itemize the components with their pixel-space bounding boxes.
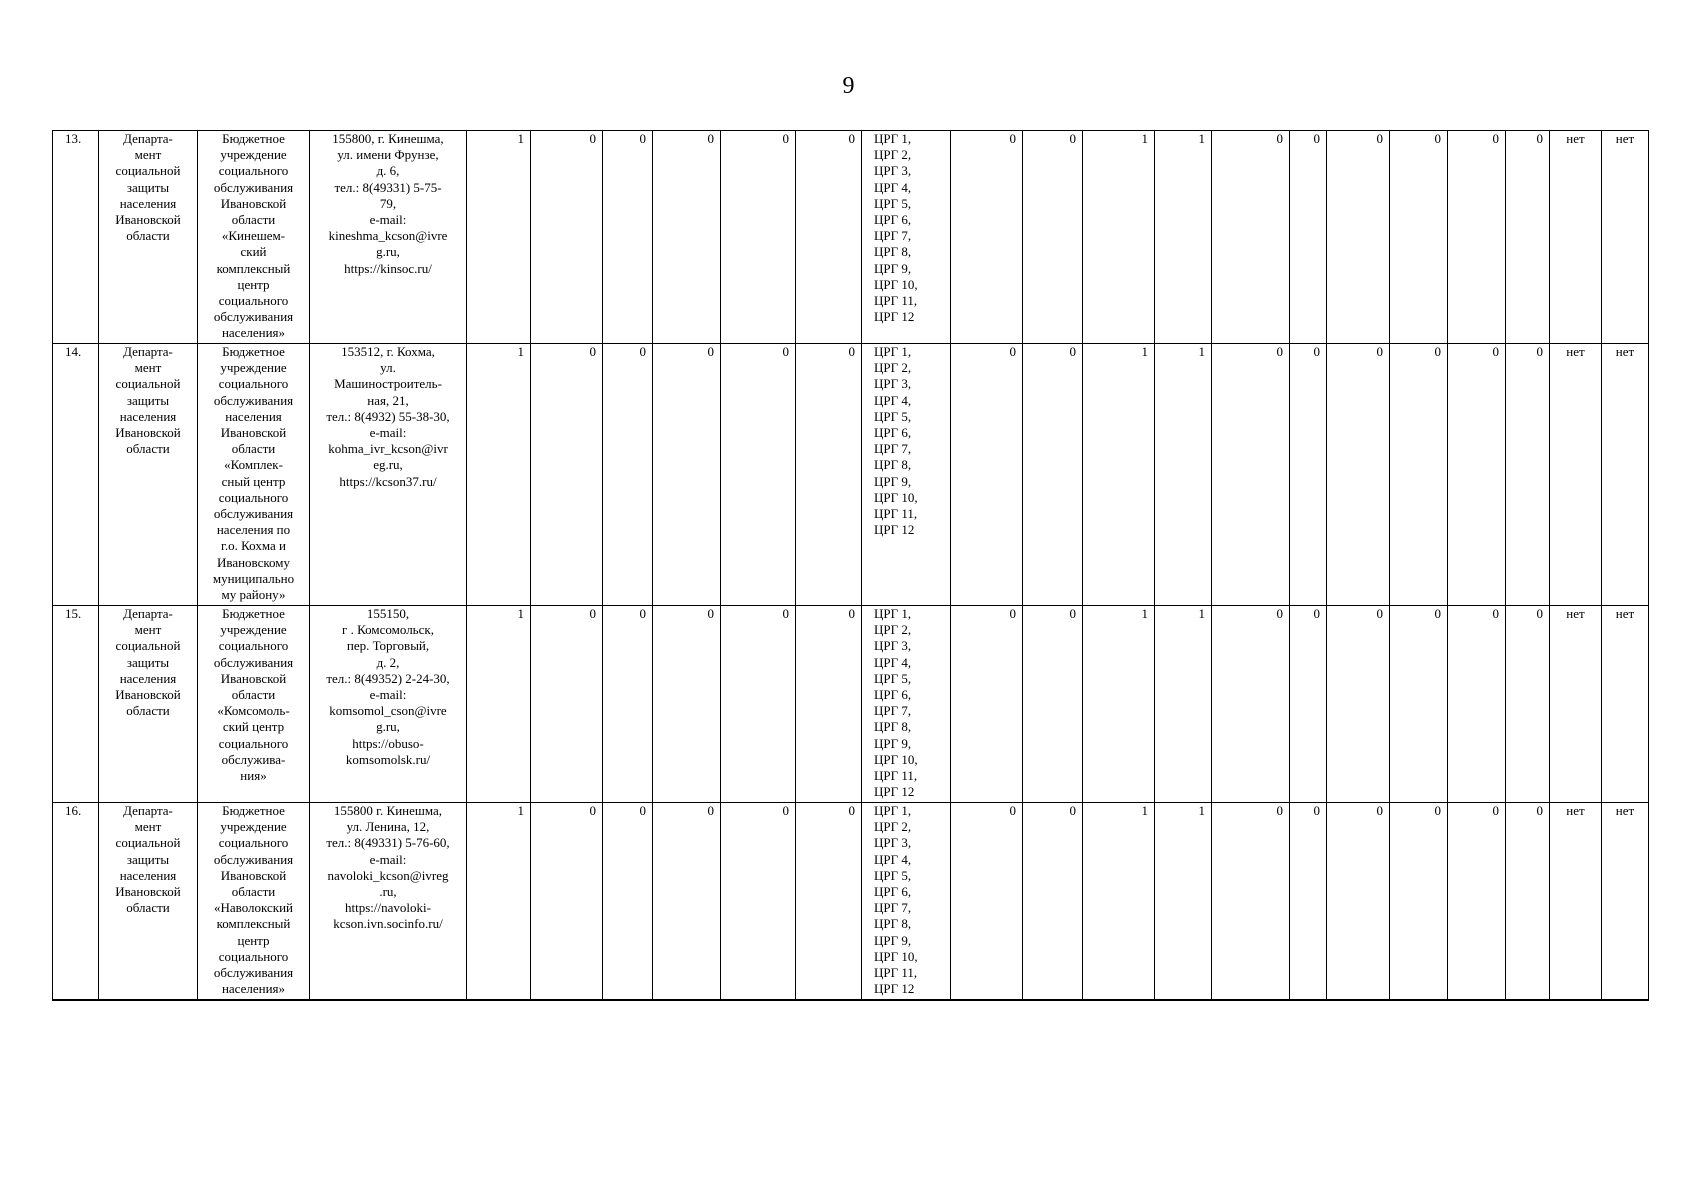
- value-cell: 0: [1448, 131, 1506, 344]
- value-cell: 0: [796, 606, 862, 803]
- value-cell: 0: [1327, 344, 1390, 606]
- value-cell: 1: [1083, 131, 1155, 344]
- value-cell: 0: [653, 803, 721, 1001]
- value-cell: 0: [1506, 131, 1550, 344]
- value-cell: 0: [1390, 803, 1448, 1001]
- value-cell: 0: [1390, 606, 1448, 803]
- value-cell: 0: [603, 344, 653, 606]
- value-cell: 0: [1212, 131, 1290, 344]
- value-cell: 0: [796, 344, 862, 606]
- value-cell: 0: [1448, 606, 1506, 803]
- value-cell: 1: [1155, 344, 1212, 606]
- value-cell: 0: [1327, 606, 1390, 803]
- table-row: [53, 131, 1649, 344]
- row-index: 16.: [53, 803, 99, 1001]
- value-cell: 1: [1155, 131, 1212, 344]
- department-cell: Департа- мент социальной защиты населения Ивановской области: [99, 344, 198, 606]
- value-cell: 0: [1023, 131, 1083, 344]
- institution-cell: Бюджетное учреждение социального обслуживания Ивановской области «Кинешем- ский комплексный центр социального обслуживания населения»: [198, 131, 310, 344]
- value-cell: 1: [467, 344, 531, 606]
- table-row: [53, 344, 1649, 606]
- value-cell: 0: [1290, 803, 1327, 1001]
- value-cell: 0: [721, 803, 796, 1001]
- crg-cell: ЦРГ 1, ЦРГ 2, ЦРГ 3, ЦРГ 4, ЦРГ 5, ЦРГ 6, ЦРГ 7, ЦРГ 8, ЦРГ 9, ЦРГ 10, ЦРГ 11, ЦРГ 12: [862, 131, 951, 344]
- value-cell: 0: [531, 606, 603, 803]
- flag-cell: нет: [1550, 131, 1602, 344]
- flag-cell: нет: [1602, 606, 1649, 803]
- value-cell: 0: [1448, 344, 1506, 606]
- value-cell: 0: [721, 131, 796, 344]
- table-row: [53, 803, 1649, 1001]
- value-cell: 0: [603, 803, 653, 1001]
- department-cell: Департа- мент социальной защиты населения Ивановской области: [99, 131, 198, 344]
- value-cell: 1: [1155, 606, 1212, 803]
- department-cell: Департа- мент социальной защиты населения Ивановской области: [99, 606, 198, 803]
- value-cell: 0: [951, 131, 1023, 344]
- value-cell: 0: [1506, 344, 1550, 606]
- institution-cell: Бюджетное учреждение социального обслуживания Ивановской области «Наволокский комплексный центр социального обслуживания населения»: [198, 803, 310, 1001]
- address-cell: 155800 г. Кинешма, ул. Ленина, 12, тел.: 8(49331) 5-76-60, e-mail: navoloki_kcson@ivreg .ru, https://navoloki- kcson.ivn.socinfo.ru/: [310, 803, 467, 1001]
- value-cell: 0: [1506, 606, 1550, 803]
- flag-cell: нет: [1602, 344, 1649, 606]
- value-cell: 0: [1506, 803, 1550, 1001]
- value-cell: 0: [531, 131, 603, 344]
- value-cell: 0: [1212, 803, 1290, 1001]
- crg-cell: ЦРГ 1, ЦРГ 2, ЦРГ 3, ЦРГ 4, ЦРГ 5, ЦРГ 6, ЦРГ 7, ЦРГ 8, ЦРГ 9, ЦРГ 10, ЦРГ 11, ЦРГ 12: [862, 344, 951, 606]
- value-cell: 0: [1390, 344, 1448, 606]
- value-cell: 0: [951, 803, 1023, 1001]
- crg-cell: ЦРГ 1, ЦРГ 2, ЦРГ 3, ЦРГ 4, ЦРГ 5, ЦРГ 6, ЦРГ 7, ЦРГ 8, ЦРГ 9, ЦРГ 10, ЦРГ 11, ЦРГ 12: [862, 606, 951, 803]
- value-cell: 0: [1290, 344, 1327, 606]
- crg-cell: ЦРГ 1, ЦРГ 2, ЦРГ 3, ЦРГ 4, ЦРГ 5, ЦРГ 6, ЦРГ 7, ЦРГ 8, ЦРГ 9, ЦРГ 10, ЦРГ 11, ЦРГ 12: [862, 803, 951, 1001]
- value-cell: 0: [721, 344, 796, 606]
- value-cell: 1: [1083, 344, 1155, 606]
- value-cell: 0: [1212, 606, 1290, 803]
- value-cell: 0: [1212, 344, 1290, 606]
- value-cell: 1: [467, 803, 531, 1001]
- flag-cell: нет: [1602, 131, 1649, 344]
- value-cell: 0: [1327, 131, 1390, 344]
- value-cell: 0: [603, 606, 653, 803]
- value-cell: 0: [1390, 131, 1448, 344]
- institution-cell: Бюджетное учреждение социального обслуживания населения Ивановской области «Комплек- сный центр социального обслуживания населения по г.о. Кохма и Ивановскому муниципально му району»: [198, 344, 310, 606]
- value-cell: 0: [653, 606, 721, 803]
- flag-cell: нет: [1550, 606, 1602, 803]
- value-cell: 0: [653, 131, 721, 344]
- value-cell: 0: [531, 344, 603, 606]
- value-cell: 0: [1448, 803, 1506, 1001]
- flag-cell: нет: [1602, 803, 1649, 1001]
- value-cell: 0: [951, 344, 1023, 606]
- row-index: 14.: [53, 344, 99, 606]
- value-cell: 0: [653, 344, 721, 606]
- table-row: [53, 606, 1649, 803]
- value-cell: 0: [1290, 131, 1327, 344]
- value-cell: 0: [603, 131, 653, 344]
- value-cell: 0: [721, 606, 796, 803]
- value-cell: 0: [1023, 344, 1083, 606]
- address-cell: 155150, г . Комсомольск, пер. Торговый, д. 2, тел.: 8(49352) 2-24-30, e-mail: komsomol_cson@ivre g.ru, https://obuso- komsomolsk.ru/: [310, 606, 467, 803]
- value-cell: 1: [467, 606, 531, 803]
- value-cell: 0: [1327, 803, 1390, 1001]
- department-cell: Департа- мент социальной защиты населения Ивановской области: [99, 803, 198, 1001]
- flag-cell: нет: [1550, 344, 1602, 606]
- registry-table: [52, 130, 1649, 1001]
- institution-cell: Бюджетное учреждение социального обслуживания Ивановской области «Комсомоль- ский центр социального обслужива- ния»: [198, 606, 310, 803]
- value-cell: 0: [1023, 606, 1083, 803]
- value-cell: 1: [467, 131, 531, 344]
- value-cell: 0: [531, 803, 603, 1001]
- flag-cell: нет: [1550, 803, 1602, 1001]
- value-cell: 1: [1155, 803, 1212, 1001]
- value-cell: 0: [1290, 606, 1327, 803]
- value-cell: 0: [1023, 803, 1083, 1001]
- row-index: 13.: [53, 131, 99, 344]
- value-cell: 0: [796, 131, 862, 344]
- value-cell: 1: [1083, 606, 1155, 803]
- row-index: 15.: [53, 606, 99, 803]
- value-cell: 1: [1083, 803, 1155, 1001]
- value-cell: 0: [796, 803, 862, 1001]
- value-cell: 0: [951, 606, 1023, 803]
- address-cell: 153512, г. Кохма, ул. Машиностроитель- ная, 21, тел.: 8(4932) 55-38-30, e-mail: kohma_ivr_kcson@ivr eg.ru, https://kcson37.ru/: [310, 344, 467, 606]
- page-number: 9: [842, 73, 855, 99]
- address-cell: 155800, г. Кинешма, ул. имени Фрунзе, д. 6, тел.: 8(49331) 5-75- 79, e-mail: kineshma_kcson@ivre g.ru, https://kinsoc.ru/: [310, 131, 467, 344]
